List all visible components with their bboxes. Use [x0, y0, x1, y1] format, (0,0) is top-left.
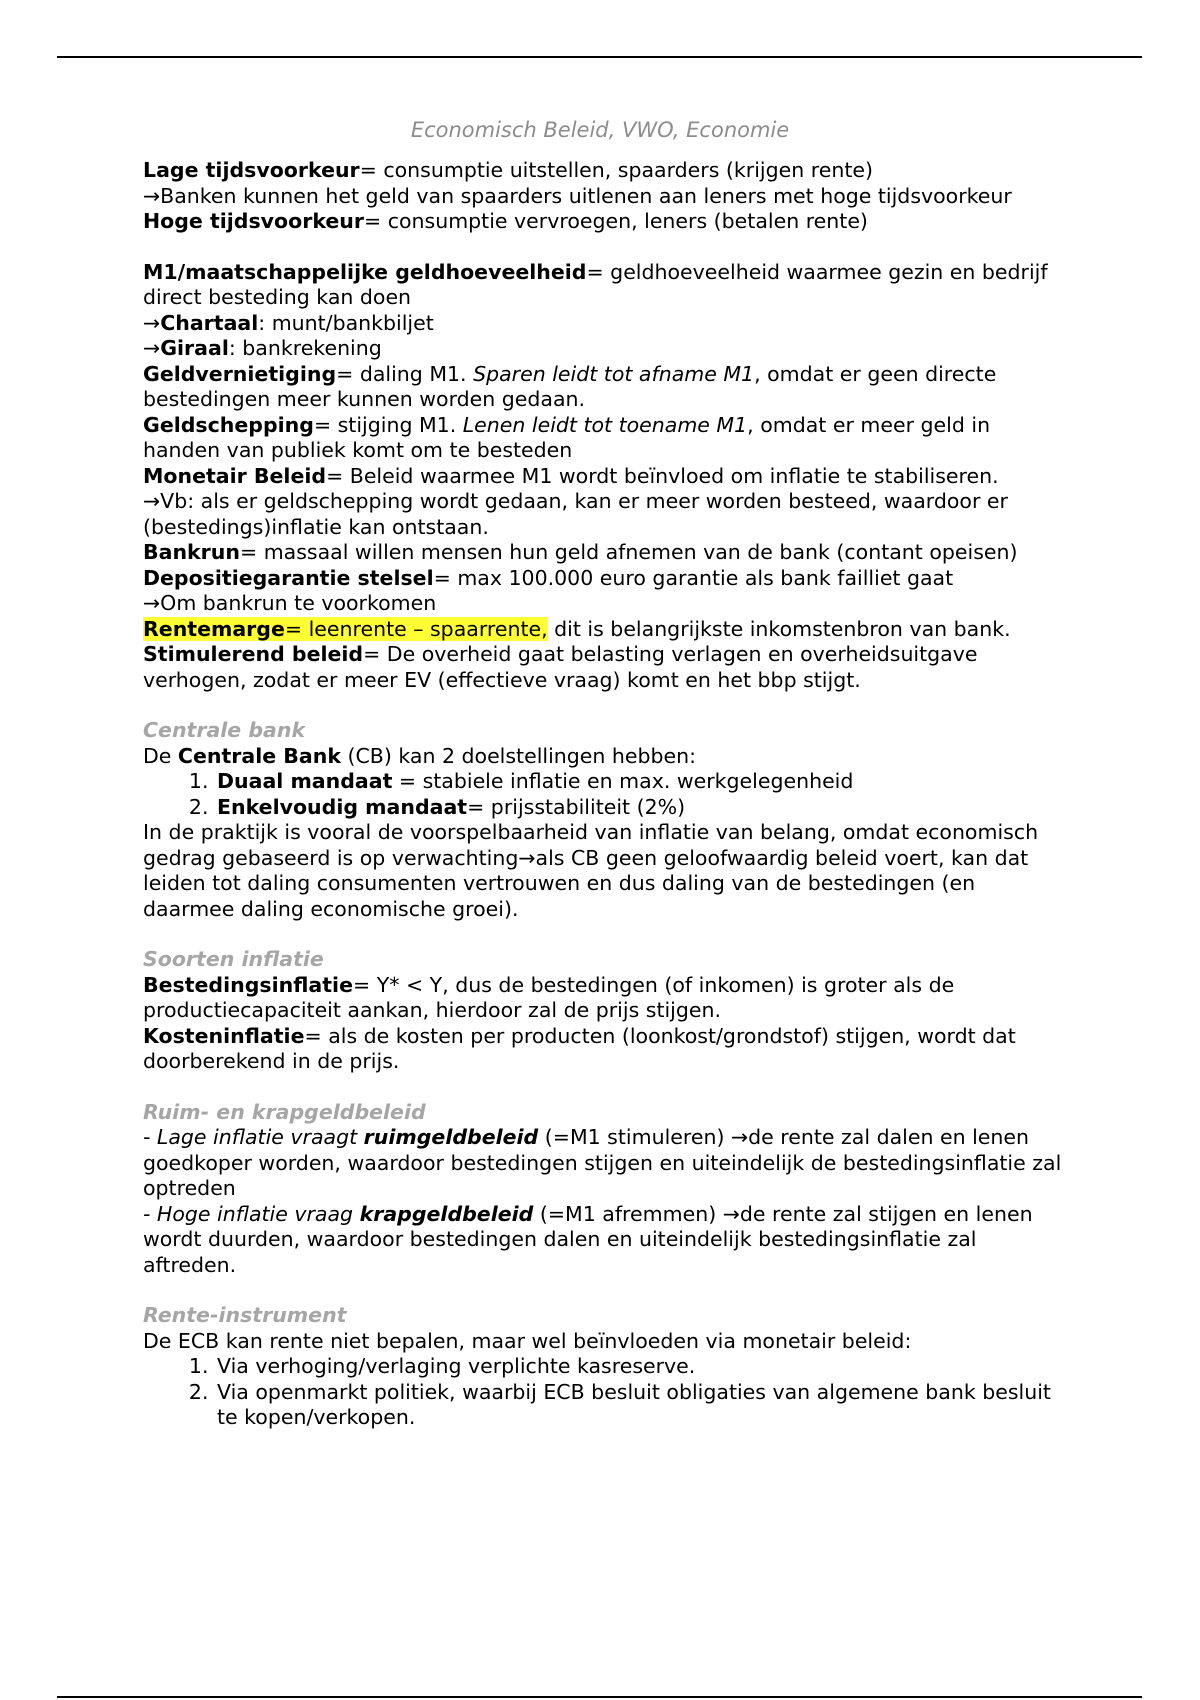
- term: Geldvernietiging: [143, 361, 337, 386]
- term: Bestedingsinflatie: [143, 972, 353, 997]
- term: ruimgeldbeleid: [363, 1125, 539, 1149]
- term: Depositiegarantie stelsel: [143, 565, 434, 590]
- paragraph-m1: M1/maatschappelijke geldhoeveelheid= geldhoeveelheid waarmee gezin en bedrijf direct besteding kan doen: [143, 259, 1048, 309]
- paragraph-kosteninflatie: Kosteninflatie= als de kosten per producten (loonkost/grondstof) stijgen, wordt dat doorberekend in de prijs.: [143, 1023, 1016, 1073]
- paragraph-cb-body: In de praktijk is vooral de voorspelbaarheid van inflatie van belang, omdat economisch gedrag gebaseerd is op verwachting→als CB geen geloofwaardig beleid voert, kan dat leiden tot daling consumenten vertrouwen en dus daling van de bestedingen (en daarmee daling economische groei).: [143, 820, 1039, 921]
- term: Centrale Bank: [177, 743, 341, 768]
- mandate-list: [143, 769, 1063, 820]
- term: Chartaal: [160, 310, 259, 335]
- term: Kosteninflatie: [143, 1023, 305, 1048]
- paragraph-giraal: →Giraal: bankrekening: [143, 336, 382, 360]
- term: krapgeldbeleid: [359, 1201, 534, 1226]
- paragraph-voorbeeld: →Vb: als er geldschepping wordt gedaan, kan er meer worden besteed, waardoor er (bestedings)inflatie kan ontstaan.: [143, 489, 1008, 539]
- paragraph-lage-tijdsvoorkeur: Lage tijdsvoorkeur= consumptie uitstellen, spaarders (krijgen rente): [143, 158, 873, 182]
- paragraph-depositiegarantie: Depositiegarantie stelsel= max 100.000 euro garantie als bank failliet gaat: [143, 565, 954, 590]
- paragraph-geldvernietiging: Geldvernietiging= daling M1. Sparen leidt tot afname M1, omdat er geen directe bestedingen meer kunnen worden gedaan.: [143, 361, 997, 411]
- spacer: [143, 235, 1063, 260]
- paragraph-rente-intro: De ECB kan rente niet bepalen, maar wel beïnvloeden via monetair beleid:: [143, 1328, 912, 1353]
- paragraph-bestedingsinflatie: Bestedingsinflatie= Y* < Y, dus de bestedingen (of inkomen) is groter als de productiecapaciteit aankan, hierdoor zal de prijs stijgen.: [143, 972, 955, 1022]
- paragraph-geldschepping: Geldschepping= stijging M1. Lenen leidt tot toename M1, omdat er meer geld in handen van publiek komt om te besteden: [143, 412, 991, 462]
- term: Stimulerend beleid: [143, 642, 364, 666]
- list-item: 2. Via openmarkt politiek, waarbij ECB besluit obligaties van algemene bank besluit te kopen/verkopen.: [215, 1380, 1063, 1431]
- paragraph-krapgeldbeleid: - Hoge inflatie vraag krapgeldbeleid (=M1 afremmen) →de rente zal stijgen en lenen wordt duurden, waardoor bestedingen dalen en uiteindelijk bestedingsinflatie zal aftreden.: [143, 1201, 1033, 1277]
- heading-rente-instrument: Rente-instrument: [143, 1303, 347, 1327]
- paragraph-cb-intro: De Centrale Bank (CB) kan 2 doelstellingen hebben:: [143, 743, 697, 768]
- term: Bankrun: [143, 540, 240, 564]
- spacer: [143, 1278, 1063, 1303]
- spacer: [143, 922, 1063, 947]
- term: Lage tijdsvoorkeur: [143, 158, 360, 182]
- paragraph-hoge-tijdsvoorkeur: Hoge tijdsvoorkeur= consumptie vervroegen, leners (betalen rente): [143, 209, 868, 233]
- bottom-rule: [57, 1696, 1142, 1698]
- spacer: [143, 693, 1063, 718]
- term: Monetair Beleid: [143, 463, 327, 488]
- paragraph-rentemarge: Rentemarge= leenrente – spaarrente, dit is belangrijkste inkomstenbron van bank.: [143, 616, 1011, 641]
- heading-soorten-inflatie: Soorten inflatie: [143, 947, 324, 971]
- arrow-icon: →: [143, 336, 161, 360]
- term: Hoge tijdsvoorkeur: [143, 209, 365, 233]
- paragraph-banken: →Banken kunnen het geld van spaarders uitlenen aan leners met hoge tijdsvoorkeur: [143, 183, 1012, 208]
- paragraph-stimulerend-beleid: Stimulerend beleid= De overheid gaat belasting verlagen en overheidsuitgave verhogen, zodat er meer EV (effectieve vraag) komt en het bbp stijgt.: [143, 642, 978, 692]
- list-item: 2. Enkelvoudig mandaat= prijsstabiliteit (2%): [215, 795, 1063, 821]
- highlight: Rentemarge= leenrente – spaarrente,: [143, 616, 548, 641]
- paragraph-monetair-beleid: Monetair Beleid= Beleid waarmee M1 wordt beïnvloed om inflatie te stabiliseren.: [143, 463, 999, 488]
- rente-list: [143, 1354, 1063, 1431]
- top-rule: [57, 56, 1142, 58]
- term: M1/maatschappelijke geldhoeveelheid: [143, 259, 587, 284]
- paragraph-chartaal: →Chartaal: munt/bankbiljet: [143, 310, 434, 335]
- arrow-icon: →: [143, 310, 161, 335]
- paragraph-bankrun: Bankrun= massaal willen mensen hun geld afnemen van de bank (contant opeisen): [143, 540, 1018, 564]
- list-item: 1. Duaal mandaat = stabiele inflatie en max. werkgelegenheid: [215, 769, 1063, 795]
- paragraph-bankrun-voorkomen: →Om bankrun te voorkomen: [143, 591, 437, 615]
- heading-ruim-krapgeldbeleid: Ruim- en krapgeldbeleid: [143, 1099, 426, 1124]
- spacer: [143, 1075, 1063, 1100]
- term: Geldschepping: [143, 412, 314, 437]
- heading-centrale-bank: Centrale bank: [143, 718, 306, 742]
- page-header: Economisch Beleid, VWO, Economie: [410, 118, 790, 142]
- list-item: 1. Via verhoging/verlaging verplichte kasreserve.: [215, 1354, 1063, 1380]
- term: Enkelvoudig mandaat: [217, 794, 468, 819]
- term: Rentemarge: [143, 616, 285, 641]
- term: Giraal: [160, 336, 229, 360]
- term: Duaal mandaat: [217, 769, 393, 793]
- paragraph-ruimgeldbeleid: - Lage inflatie vraagt ruimgeldbeleid (=M1 stimuleren) →de rente zal dalen en lenen goedkoper worden, waardoor bestedingen stijgen en uiteindelijk de bestedingsinflatie zal optreden: [143, 1125, 1062, 1200]
- document-body: [143, 158, 1063, 1431]
